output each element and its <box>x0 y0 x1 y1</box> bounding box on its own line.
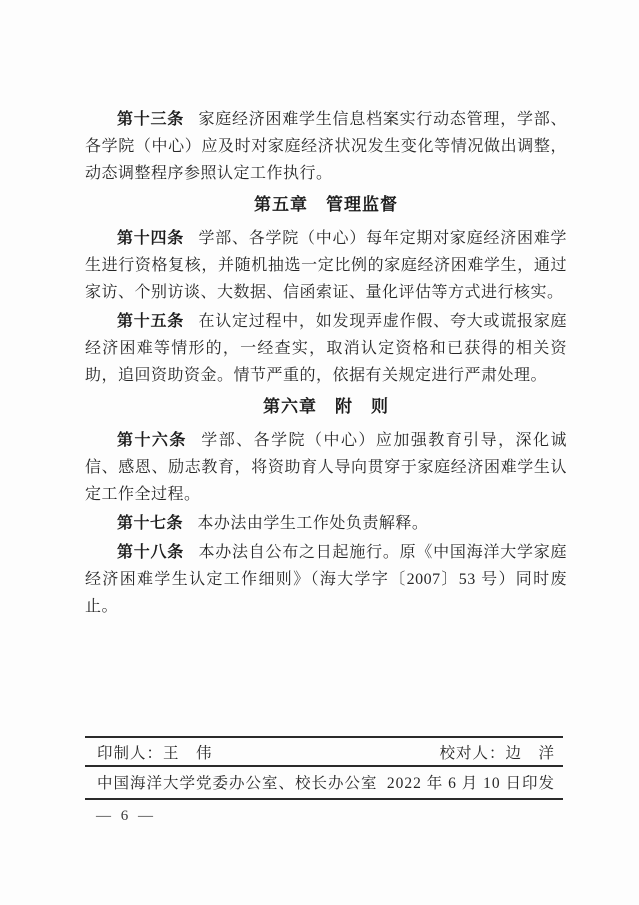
colophon-row-issue <box>85 767 563 798</box>
article-17 <box>85 510 567 537</box>
article-15-text: 在认定过程中，如发现弄虚作假、夸大或谎报家庭经济困难等情形的，一经查实，取消认定资格和已获得的相关资助，追回资助资金。情节严重的，依据有关规定进行严肃处理。 <box>85 313 567 384</box>
article-14-text: 学部、各学院（中心）每年定期对家庭经济困难学生进行资格复核，并随机抽选一定比例的家庭经济困难学生，通过家访、个别访谈、大数据、信函索证、量化评估等方式进行核实。 <box>85 230 567 301</box>
article-16-text: 学部、各学院（中心）应加强教育引导，深化诚信、感恩、励志教育，将资助育人导向贯穿于家庭经济困难学生认定工作全过程。 <box>85 432 567 503</box>
article-18 <box>85 539 567 620</box>
article-18-text: 本办法自公布之日起施行。原《中国海洋大学家庭经济困难学生认定工作细则》（海大学字〔2007〕53 号）同时废止。 <box>85 544 567 615</box>
article-16 <box>85 427 567 508</box>
issue-date: 2022 年 6 月 10 日印发 <box>386 775 555 792</box>
chapter-6-heading: 第六章 附 则 <box>263 397 389 416</box>
colophon <box>85 736 563 800</box>
colophon-row-people <box>85 738 563 765</box>
chapter-5-heading: 第五章 管理监督 <box>254 195 398 214</box>
printed-by-field: 印制人：王 伟 <box>97 744 213 762</box>
divider-bottom <box>85 798 563 801</box>
article-15 <box>85 308 567 389</box>
article-17-number: 第十七条 <box>117 515 184 532</box>
proofread-by-field: 校对人：边 洋 <box>439 744 555 762</box>
document-body <box>85 106 567 622</box>
article-14-number: 第十四条 <box>117 230 185 247</box>
article-13 <box>85 106 567 187</box>
page-number: — 6 — <box>96 808 156 824</box>
issuing-office: 中国海洋大学党委办公室、校长办公室 <box>97 775 378 792</box>
article-13-number: 第十三条 <box>117 111 185 128</box>
article-14 <box>85 225 567 306</box>
article-17-text: 本办法由学生工作处负责解释。 <box>197 515 429 532</box>
article-15-number: 第十五条 <box>117 313 185 330</box>
article-18-number: 第十八条 <box>117 544 185 561</box>
article-16-number: 第十六条 <box>117 432 187 449</box>
article-13-text: 家庭经济困难学生信息档案实行动态管理，学部、各学院（中心）应及时对家庭经济状况发生变化等情况做出调整，动态调整程序参照认定工作执行。 <box>85 111 567 182</box>
